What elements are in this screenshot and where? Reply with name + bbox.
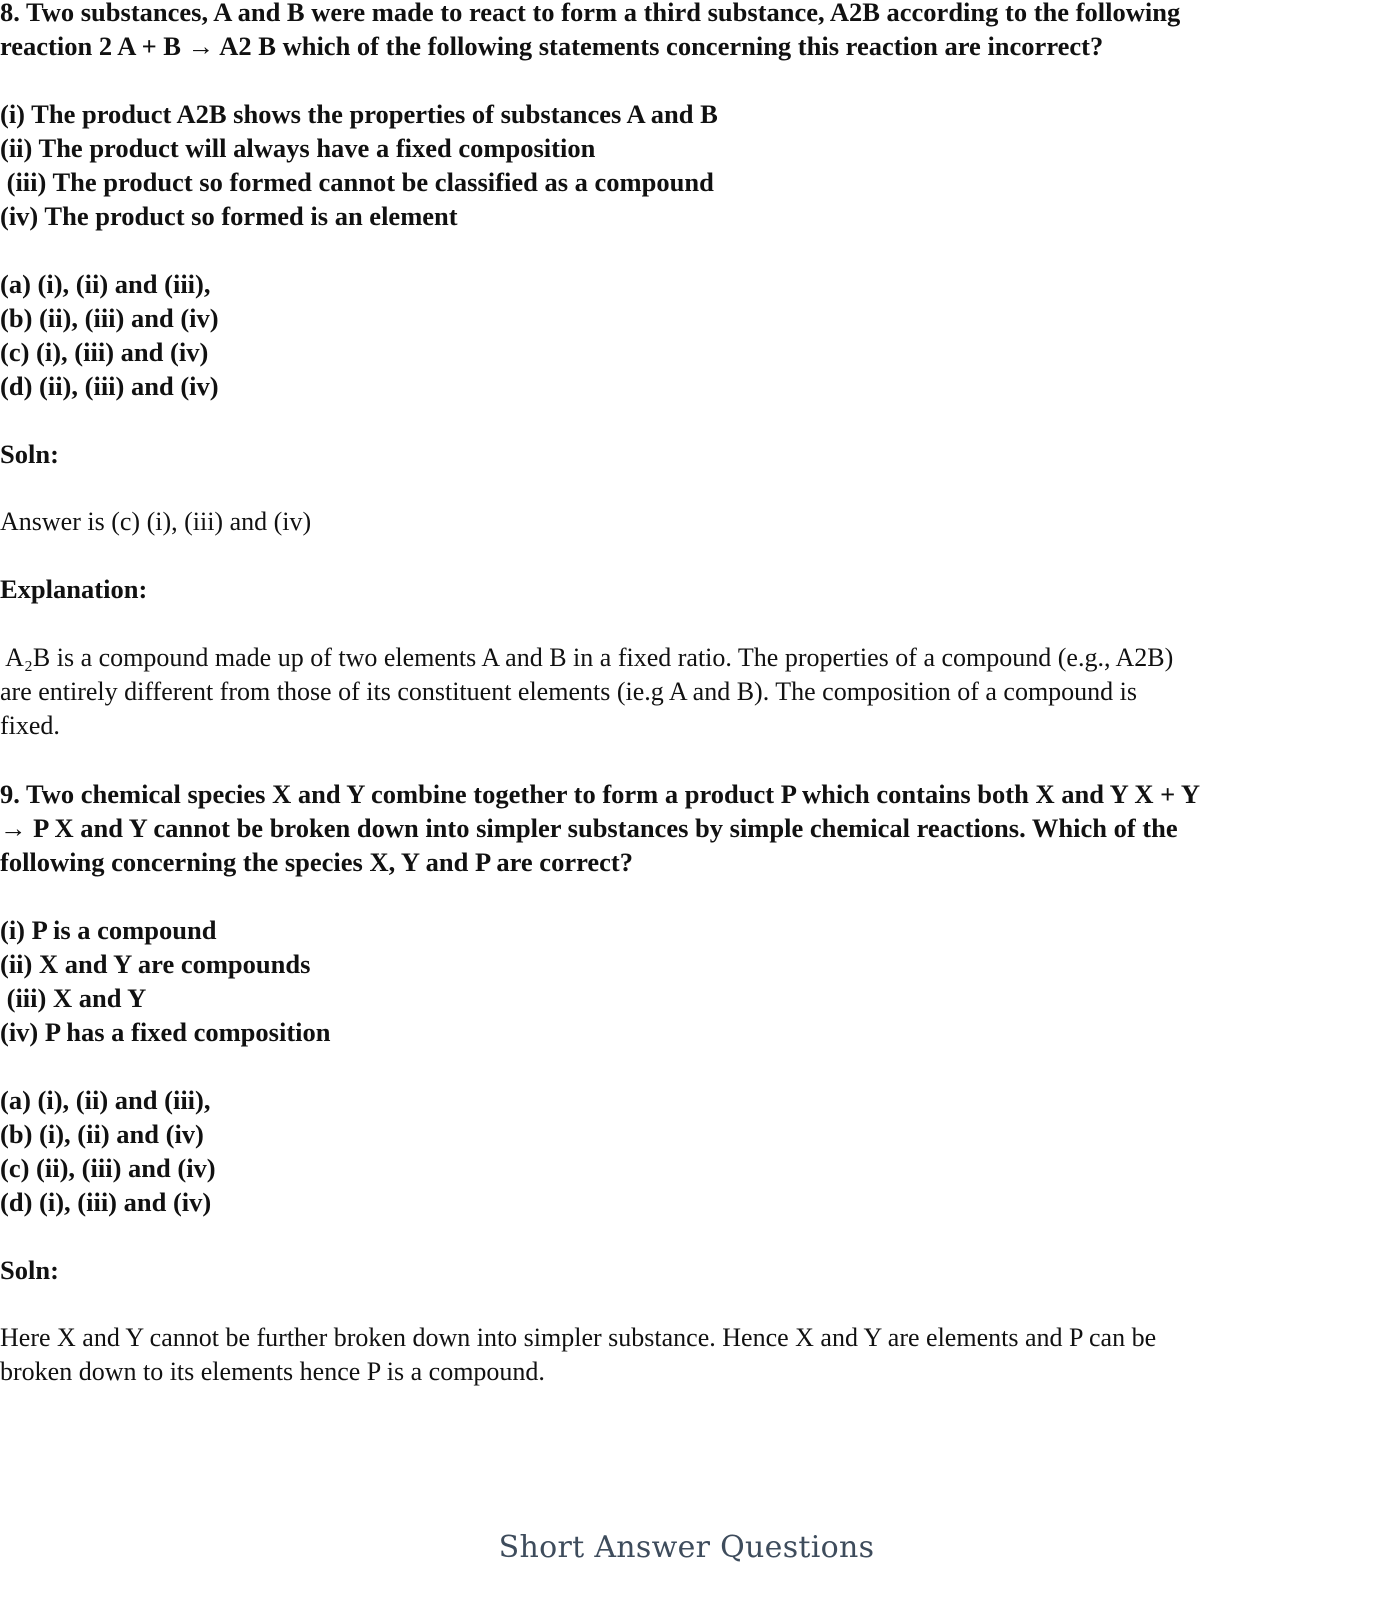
question-8-line-2: reaction 2 A + B → A2 B which of the following statements concerning this reaction are incorrect? — [0, 31, 1104, 61]
option-a: (a) (i), (ii) and (iii), — [0, 269, 211, 299]
statement-ii: (ii) X and Y are compounds — [0, 949, 311, 979]
statement-i: (i) P is a compound — [0, 915, 217, 945]
statement-iii: (iii) The product so formed cannot be classified as a compound — [0, 167, 714, 197]
option-c: (c) (ii), (iii) and (iv) — [0, 1153, 216, 1183]
option-b: (b) (ii), (iii) and (iv) — [0, 303, 219, 333]
question-8-line-1: 8. Two substances, A and B were made to react to form a third substance, A2B according to the following — [0, 0, 1181, 27]
statement-iii: (iii) X and Y — [0, 983, 147, 1013]
statement-i: (i) The product A2B shows the properties of substances A and B — [0, 99, 718, 129]
statement-iv: (iv) P has a fixed composition — [0, 1017, 331, 1047]
explanation-label: Explanation: — [0, 574, 148, 604]
question-9-line-3: following concerning the species X, Y and P are correct? — [0, 847, 633, 877]
question-9-line-1: 9. Two chemical species X and Y combine together to form a product P which contains both X and Y X + Y — [0, 779, 1200, 809]
answer-text: Answer is (c) (i), (iii) and (iv) — [0, 507, 312, 536]
option-a: (a) (i), (ii) and (iii), — [0, 1085, 211, 1115]
option-d: (d) (ii), (iii) and (iv) — [0, 371, 219, 401]
explanation-line-2: are entirely different from those of its constituent elements (ie.g A and B). The composition of a compound is — [0, 677, 1138, 706]
statement-iv: (iv) The product so formed is an element — [0, 201, 458, 231]
option-d: (d) (i), (iii) and (iv) — [0, 1187, 212, 1217]
question-9-line-2: → P X and Y cannot be broken down into simpler substances by simple chemical reactions. Which of the — [0, 813, 1178, 843]
soln-label: Soln: — [0, 439, 59, 469]
solution-line-1: Here X and Y cannot be further broken down into simpler substance. Hence X and Y are elements and P can be — [0, 1323, 1157, 1352]
option-b: (b) (i), (ii) and (iv) — [0, 1119, 204, 1149]
solution-line-2: broken down to its elements hence P is a compound. — [0, 1357, 545, 1386]
section-heading-text: Short Answer Questions — [498, 1530, 875, 1565]
explanation-line-1: A₂B is a compound made up of two elements A and B in a fixed ratio. The properties of a compound (e.g., A2B) — [0, 643, 1174, 672]
statement-ii: (ii) The product will always have a fixed composition — [0, 133, 596, 163]
explanation-line-3: fixed. — [0, 711, 60, 740]
option-c: (c) (i), (iii) and (iv) — [0, 337, 209, 367]
soln-label: Soln: — [0, 1255, 59, 1285]
section-heading — [0, 1530, 1393, 1565]
